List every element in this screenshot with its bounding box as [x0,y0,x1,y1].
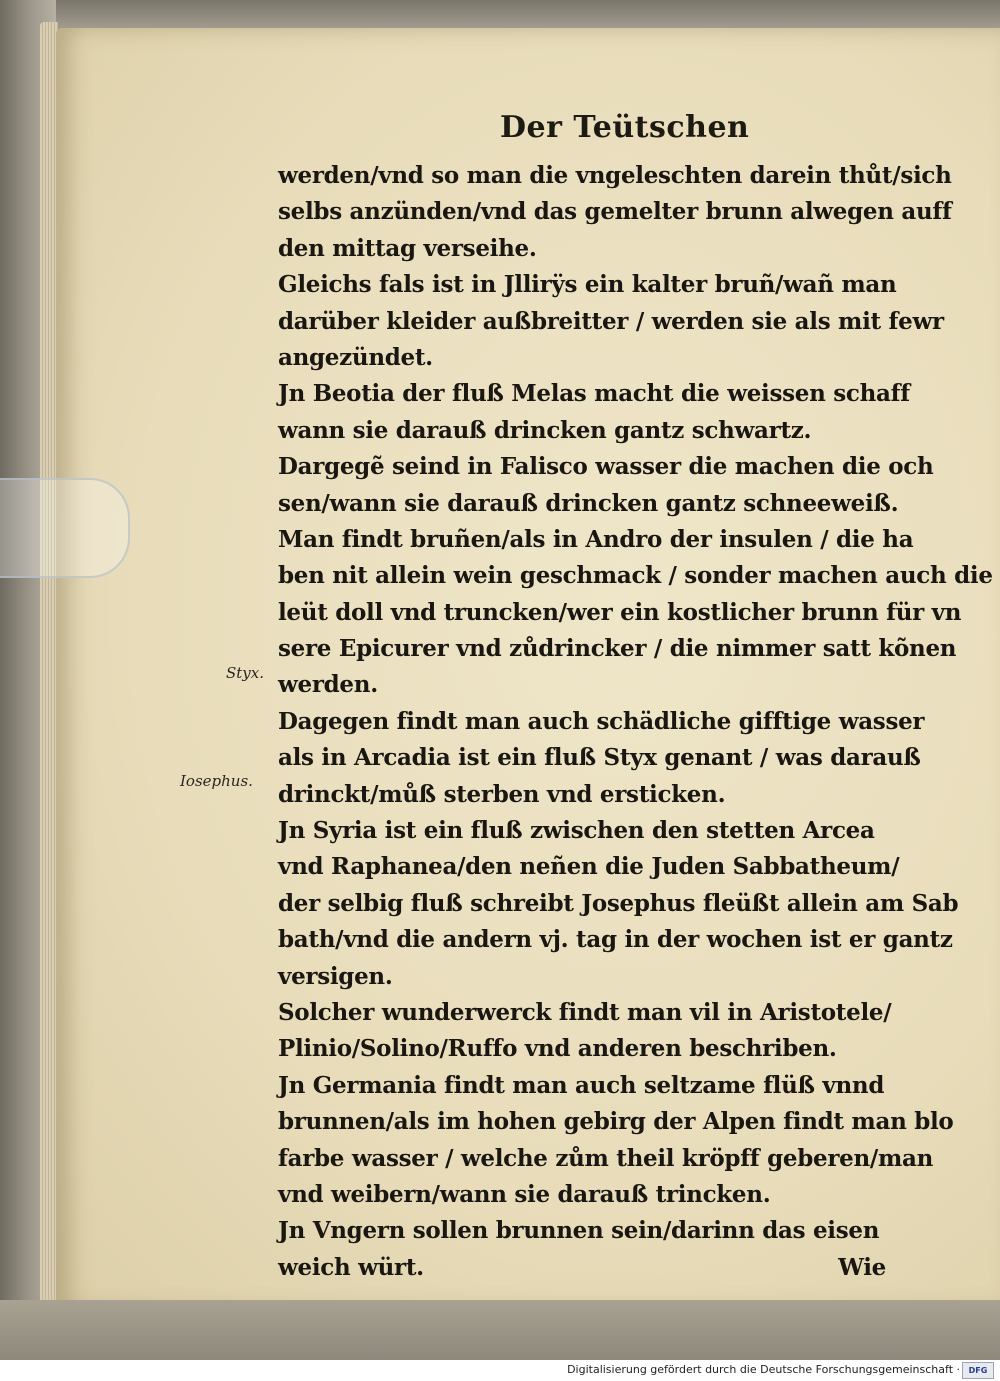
text-line: Jn Germania findt man auch seltzame flüß vnnd [278,1071,885,1099]
text-line: versigen. [278,962,393,990]
text-line: sen/wann sie darauß drincken gantz schneeweiß. [278,489,899,517]
text-line: als in Arcadia ist ein fluß Styx genant / was darauß [278,744,921,772]
catchword: Wie [838,1253,886,1281]
text-line: farbe wasser / welche zům theil kröpff geberen/man [278,1144,934,1172]
text-line: Dargegẽ seind in Falisco wasser die machen die och [278,453,934,481]
text-line: bath/vnd die andern vj. tag in der wochen ist er gantz [278,926,953,954]
text-line: sere Epicurer vnd zůdrincker / die nimmer satt kõnen [278,635,957,663]
text-line: ben nit allein wein geschmack / sonder machen auch die [278,562,993,590]
footer-bar [0,1360,1000,1381]
text-line: Plinio/Solino/Ruffo vnd anderen beschriben. [278,1035,837,1063]
text-line: werden. [278,671,378,699]
text-line: angezündet. [278,343,433,371]
bookmark-clip [0,478,130,578]
text-line: Jn Beotia der fluß Melas macht die weissen schaff [278,380,910,408]
text-line: brunnen/als im hohen gebirg der Alpen findt man blo [278,1108,954,1136]
text-line: Gleichs fals ist in Jllirÿs ein kalter bruñ/wañ man [278,271,897,299]
bottom-cover [0,1300,1000,1360]
running-head: Der Teütschen [500,110,750,145]
margin-note-styx: Styx. [226,664,265,682]
text-line: Man findt bruñen/als in Andro der insulen / die ha [278,525,914,553]
top-cover [0,0,1000,30]
dfg-logo-icon: DFG [962,1362,994,1379]
margin-note-josephus: Iosephus. [180,772,253,790]
text-line: Dagegen findt man auch schädliche gifftige wasser [278,707,925,735]
text-line: leüt doll vnd truncken/wer ein kostlicher brunn für vn [278,598,962,626]
text-line: der selbig fluß schreibt Josephus fleüßt allein am Sab [278,889,959,917]
text-line: Jn Vngern sollen brunnen sein/darinn das eisen [278,1217,880,1245]
text-line: vnd Raphanea/den neñen die Juden Sabbatheum/ [278,853,900,881]
text-block [278,158,993,1286]
text-line: selbs anzünden/vnd das gemelter brunn alwegen auff [278,198,952,226]
text-line: vnd weibern/wann sie darauß trincken. [278,1180,771,1208]
text-line: drinckt/můß sterben vnd ersticken. [278,780,726,808]
text-line: darüber kleider außbreitter / werden sie als mit fewr [278,307,944,335]
text-line: Solcher wunderwerck findt man vil in Aristotele/ [278,998,892,1026]
footer-credit: Digitalisierung gefördert durch die Deutsche Forschungsgemeinschaft · [567,1363,960,1376]
text-line: weich würt. [278,1253,424,1281]
text-line: Jn Syria ist ein fluß zwischen den stetten Arcea [278,817,875,845]
text-line: wann sie darauß drincken gantz schwartz. [278,416,812,444]
text-line: den mittag verseihe. [278,234,537,262]
text-line: werden/vnd so man die vngeleschten darein thůt/sich [278,162,952,189]
